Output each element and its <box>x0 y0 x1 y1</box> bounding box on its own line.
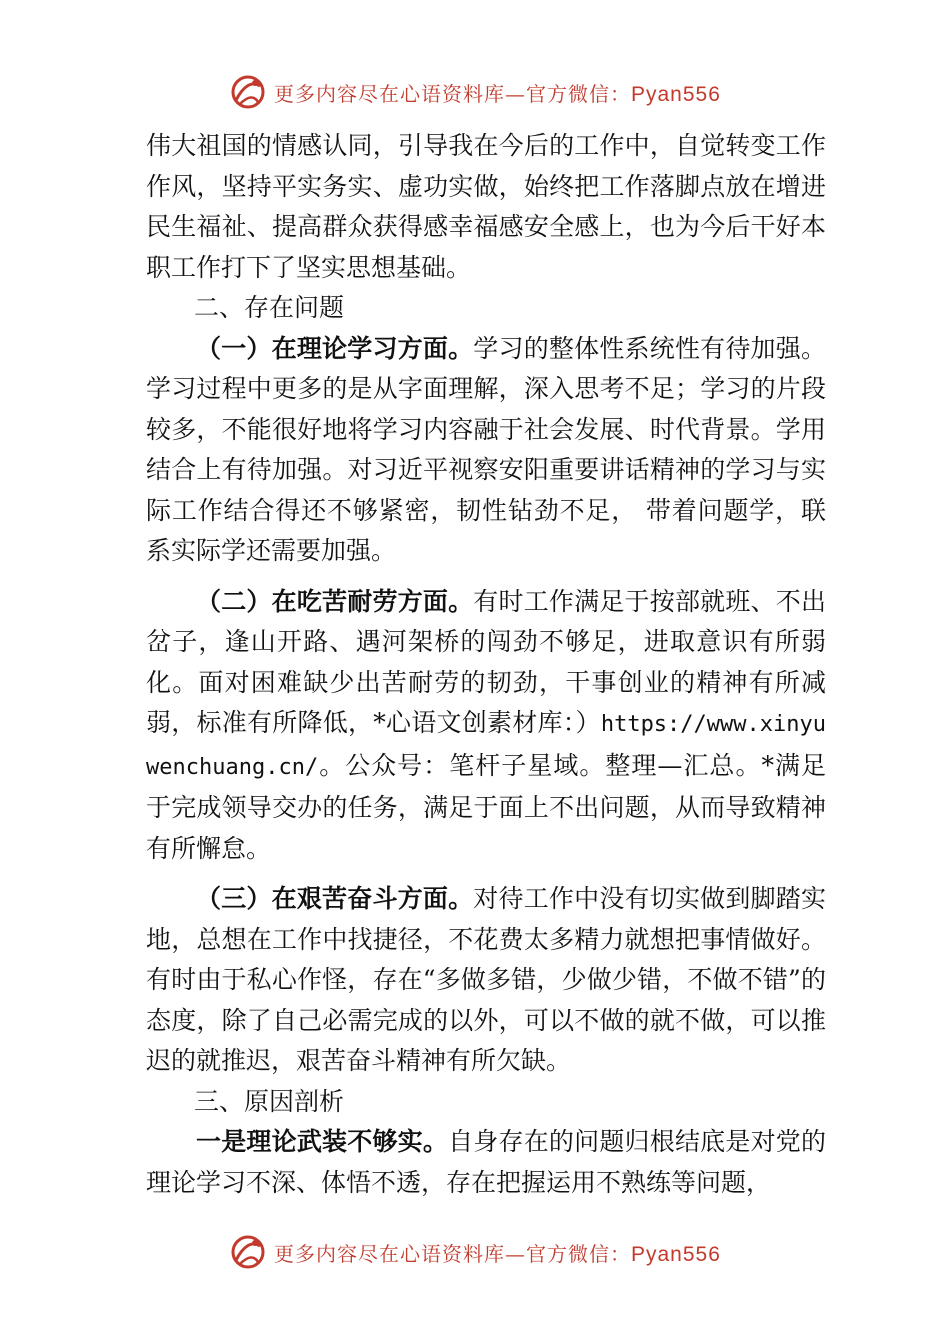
problem-item-1-label: （一）在理论学习方面。 <box>196 333 474 363</box>
problem-item-2-url: https://www.xinyuwenchuang.cn/ <box>146 712 826 780</box>
problem-item-3-text: 对待工作中没有切实做到脚踏实地，总想在工作中找捷径，不花费太多精力就想把事情做好。有时由于私心作怪，存在“多做多错，少做少错，不做不错”的态度，除了自己必需完成的以外，可以不做的就不做，可以推迟的就推迟，艰苦奋斗精神有所欠缺。 <box>146 884 826 1075</box>
banner-text <box>274 1238 721 1267</box>
banner-text <box>274 78 721 107</box>
intro-paragraph: 伟大祖国的情感认同，引导我在今后的工作中，自觉转变工作作风，坚持平实务实、虚功实做，始终把工作落脚点放在增进民生福祉、提高群众获得感幸福感安全感上，也为今后干好本职工作打下了坚实思想基础。 <box>146 131 826 282</box>
banner-label: 更多内容尽在心语资料库—官方微信： <box>274 1241 631 1266</box>
banner-handle: Pyan556 <box>631 1242 721 1266</box>
section-heading-causes: 三、原因剖析 <box>194 1086 345 1116</box>
cause-item-1-label: 一是理论武装不够实。 <box>196 1127 449 1156</box>
document-body <box>146 126 826 1203</box>
brand-logo-icon <box>228 1232 268 1272</box>
banner-label: 更多内容尽在心语资料库—官方微信： <box>274 81 631 106</box>
cause-item-1-text: 自身存在的问题归根结底是对党的理论学习不深、体悟不透，存在把握运用不熟练等问题， <box>146 1127 826 1197</box>
section-heading-problems: 二、存在问题 <box>194 293 345 322</box>
header-banner <box>228 72 721 112</box>
problem-item-3 <box>146 879 826 1082</box>
problem-item-2 <box>146 582 826 870</box>
cause-item-1 <box>146 1122 826 1203</box>
problem-item-2-label: （二）在吃苦耐劳方面。 <box>196 586 474 616</box>
problem-item-1 <box>146 329 826 572</box>
problem-item-3-label: （三）在艰苦奋斗方面。 <box>196 884 474 913</box>
brand-logo-icon <box>228 72 268 112</box>
banner-handle: Pyan556 <box>631 82 721 106</box>
problem-item-2-text-a: 有时工作满足于按部就班、不出岔子，逢山开路、遇河架桥的闯劲不够足，进取意识有所弱化。面对困难缺少出苦耐劳的韧劲，干事创业的精神有所减弱，标准有所降低，*心语文创素材库：） <box>146 586 826 737</box>
footer-banner <box>228 1232 721 1272</box>
problem-item-1-text: 学习的整体性系统性有待加强。学习过程中更多的是从字面理解，深入思考不足；学习的片段较多，不能很好地将学习内容融于社会发展、时代背景。学用结合上有待加强。对习近平视察安阳重要讲话精神的学习与实际工作结合得还不够紧密，韧性钻劲不足， 带着问题学，联系实际学还需要加强。 <box>146 333 826 565</box>
problem-item-2-text-b: 。公众号：笔杆子星域。整理—汇总。*满足于完成领导交办的任务，满足于面上不出问题，从而导致精神有所懈怠。 <box>146 750 826 863</box>
